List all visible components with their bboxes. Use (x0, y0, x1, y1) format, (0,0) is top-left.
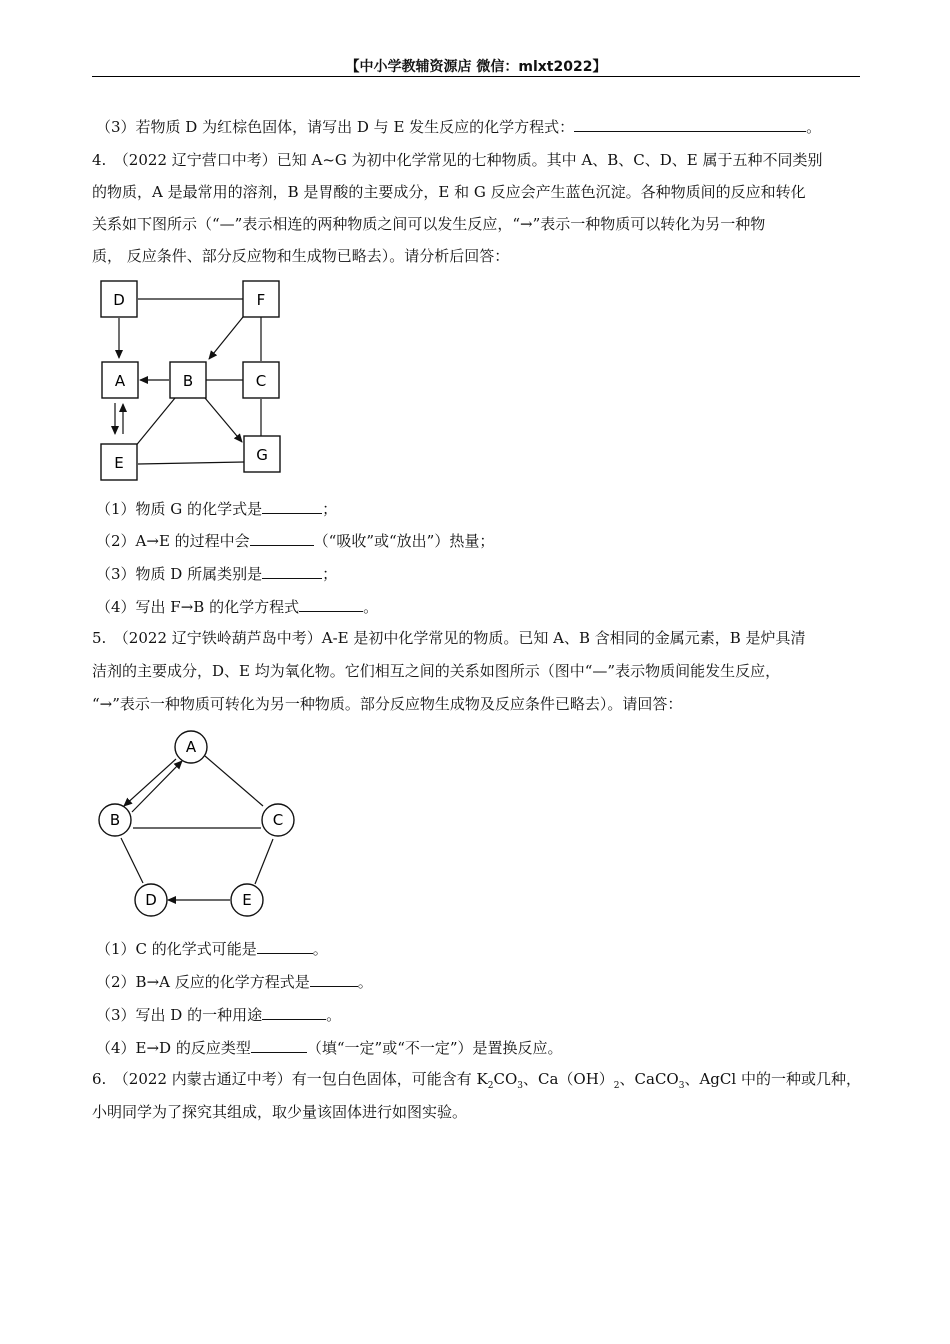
q5-relationship-diagram (90, 722, 310, 922)
q5-node-d (135, 884, 167, 916)
q4-part3-text: （3）物质 D 所属类别是 (96, 565, 263, 583)
q5-part4 (96, 1037, 864, 1058)
q4-part4-answer-blank[interactable] (299, 596, 363, 612)
q6-sep1: 、Ca（OH） (522, 1070, 614, 1088)
q4-relationship-diagram (90, 270, 300, 485)
header-divider (92, 76, 860, 77)
q6-k2co3-sub2: 3 (517, 1081, 523, 1091)
q5-part2-text: （2）B→A 反应的化学方程式是 (96, 973, 310, 991)
q4-line4: 质， 反应条件、部分反应物和生成物已略去）。请分析后回答： (92, 247, 510, 265)
q5-part2-end: 。 (357, 973, 373, 991)
q4-node-b-label: B (182, 372, 194, 390)
q5-line3: “→”表示一种物质可转化为另一种物质。部分反应物生成物及反应条件已略去）。请回答： (92, 695, 683, 713)
q4-part3-answer-blank[interactable] (262, 563, 322, 579)
q6-k2co3-rest: CO (493, 1070, 518, 1088)
q4-part2-end: （“吸收”或“放出”）热量； (313, 532, 495, 550)
q5-part3-text: （3）写出 D 的一种用途 (96, 1006, 263, 1024)
q6-caoh-sub: 2 (613, 1081, 620, 1091)
q5-line1: 5. （2022 辽宁铁岭葫芦岛中考）A-E 是初中化学常见的物质。已知 A、B 含相同的金属元素，B 是炉具清 (92, 629, 806, 647)
q5-part1-end: 。 (312, 940, 328, 958)
q4-node-e (101, 444, 137, 480)
q4-line1: 4. （2022 辽宁营口中考）已知 A~G 为初中化学常见的七种物质。其中 A、B、C、D、E 属于五种不同类别 (92, 151, 823, 169)
page-header: 【中小学教辅资源店 微信：mlxt2022】 (345, 59, 607, 75)
q4-part4 (96, 596, 864, 617)
q5-part4-answer-blank[interactable] (251, 1037, 307, 1053)
q6-caco3-sub: 3 (678, 1081, 685, 1091)
q6-text-b: 、AgCl 中的一种或几种， (684, 1070, 861, 1088)
q5-part2-answer-blank[interactable] (310, 971, 358, 987)
q4-node-a-label: A (114, 372, 126, 390)
q5-part1-answer-blank[interactable] (257, 938, 313, 954)
q6-line1 (92, 1069, 860, 1096)
q6-text-a: 6. （2022 内蒙古通辽中考）有一包白色固体，可能含有 K (92, 1070, 488, 1088)
q6-line2: 小明同学为了探究其组成，取少量该固体进行如图实验。 (92, 1103, 468, 1121)
q5-part4-text: （4）E→D 的反应类型 (96, 1039, 251, 1057)
q5-node-b (99, 804, 131, 836)
q3-part3-end: 。 (806, 118, 822, 136)
q5-node-e (231, 884, 263, 916)
q5-node-a-label: A (185, 738, 197, 756)
q4-node-e-label: E (114, 454, 124, 472)
q4-part1-answer-blank[interactable] (262, 498, 322, 514)
q4-node-f (243, 281, 279, 317)
q5-part4-end: （填“一定”或“不一定”）是置换反应。 (306, 1039, 563, 1057)
q4-node-g (244, 436, 280, 472)
q4-part1-end: ； (322, 500, 338, 518)
q5-line2: 洁剂的主要成分，D、E 均为氧化物。它们相互之间的关系如图所示（图中“—”表示物质间能发生反应， (92, 662, 781, 680)
q5-part1-text: （1）C 的化学式可能是 (96, 940, 257, 958)
q4-line3: 关系如下图所示（“—”表示相连的两种物质之间可以发生反应，“→”表示一种物质可以转化为另一种物 (92, 215, 766, 233)
q4-node-c (243, 362, 279, 398)
q3-part3-line (96, 116, 864, 137)
q4-part2 (96, 530, 864, 551)
q5-part1 (96, 938, 864, 959)
q5-node-e-label: E (242, 891, 252, 909)
q5-node-c (262, 804, 294, 836)
q5-node-c-label: C (272, 811, 284, 829)
q4-part2-answer-blank[interactable] (250, 530, 314, 546)
q4-part4-end: 。 (363, 598, 379, 616)
q5-node-d-label: D (145, 891, 157, 909)
q4-node-f-label: F (256, 291, 266, 309)
q4-part1 (96, 498, 864, 519)
q6-k2co3-sub1: 2 (487, 1081, 494, 1091)
q4-node-a (102, 362, 138, 398)
q4-part3 (96, 563, 864, 584)
q4-node-c-label: C (255, 372, 267, 390)
q5-part3 (96, 1004, 864, 1025)
q6-sep2: 、CaCO (619, 1070, 679, 1088)
q4-node-d (101, 281, 137, 317)
q5-node-b-label: B (109, 811, 121, 829)
q4-node-d-label: D (113, 291, 125, 309)
q5-node-a (175, 731, 207, 763)
q5-part3-answer-blank[interactable] (262, 1004, 326, 1020)
q4-node-b (170, 362, 206, 398)
q4-line2: 的物质，A 是最常用的溶剂，B 是胃酸的主要成分，E 和 G 反应会产生蓝色沉淀。各种物质间的反应和转化 (92, 183, 806, 201)
q5-part2 (96, 971, 864, 992)
q4-part3-end: ； (322, 565, 338, 583)
q3-part3-text: （3）若物质 D 为红棕色固体，请写出 D 与 E 发生反应的化学方程式： (96, 118, 575, 136)
q4-node-g-label: G (256, 446, 268, 464)
q5-part3-end: 。 (326, 1006, 342, 1024)
q3-part3-answer-blank[interactable] (574, 116, 806, 132)
q4-part4-text: （4）写出 F→B 的化学方程式 (96, 598, 300, 616)
q4-part2-text: （2）A→E 的过程中会 (96, 532, 250, 550)
q4-part1-text: （1）物质 G 的化学式是 (96, 500, 263, 518)
